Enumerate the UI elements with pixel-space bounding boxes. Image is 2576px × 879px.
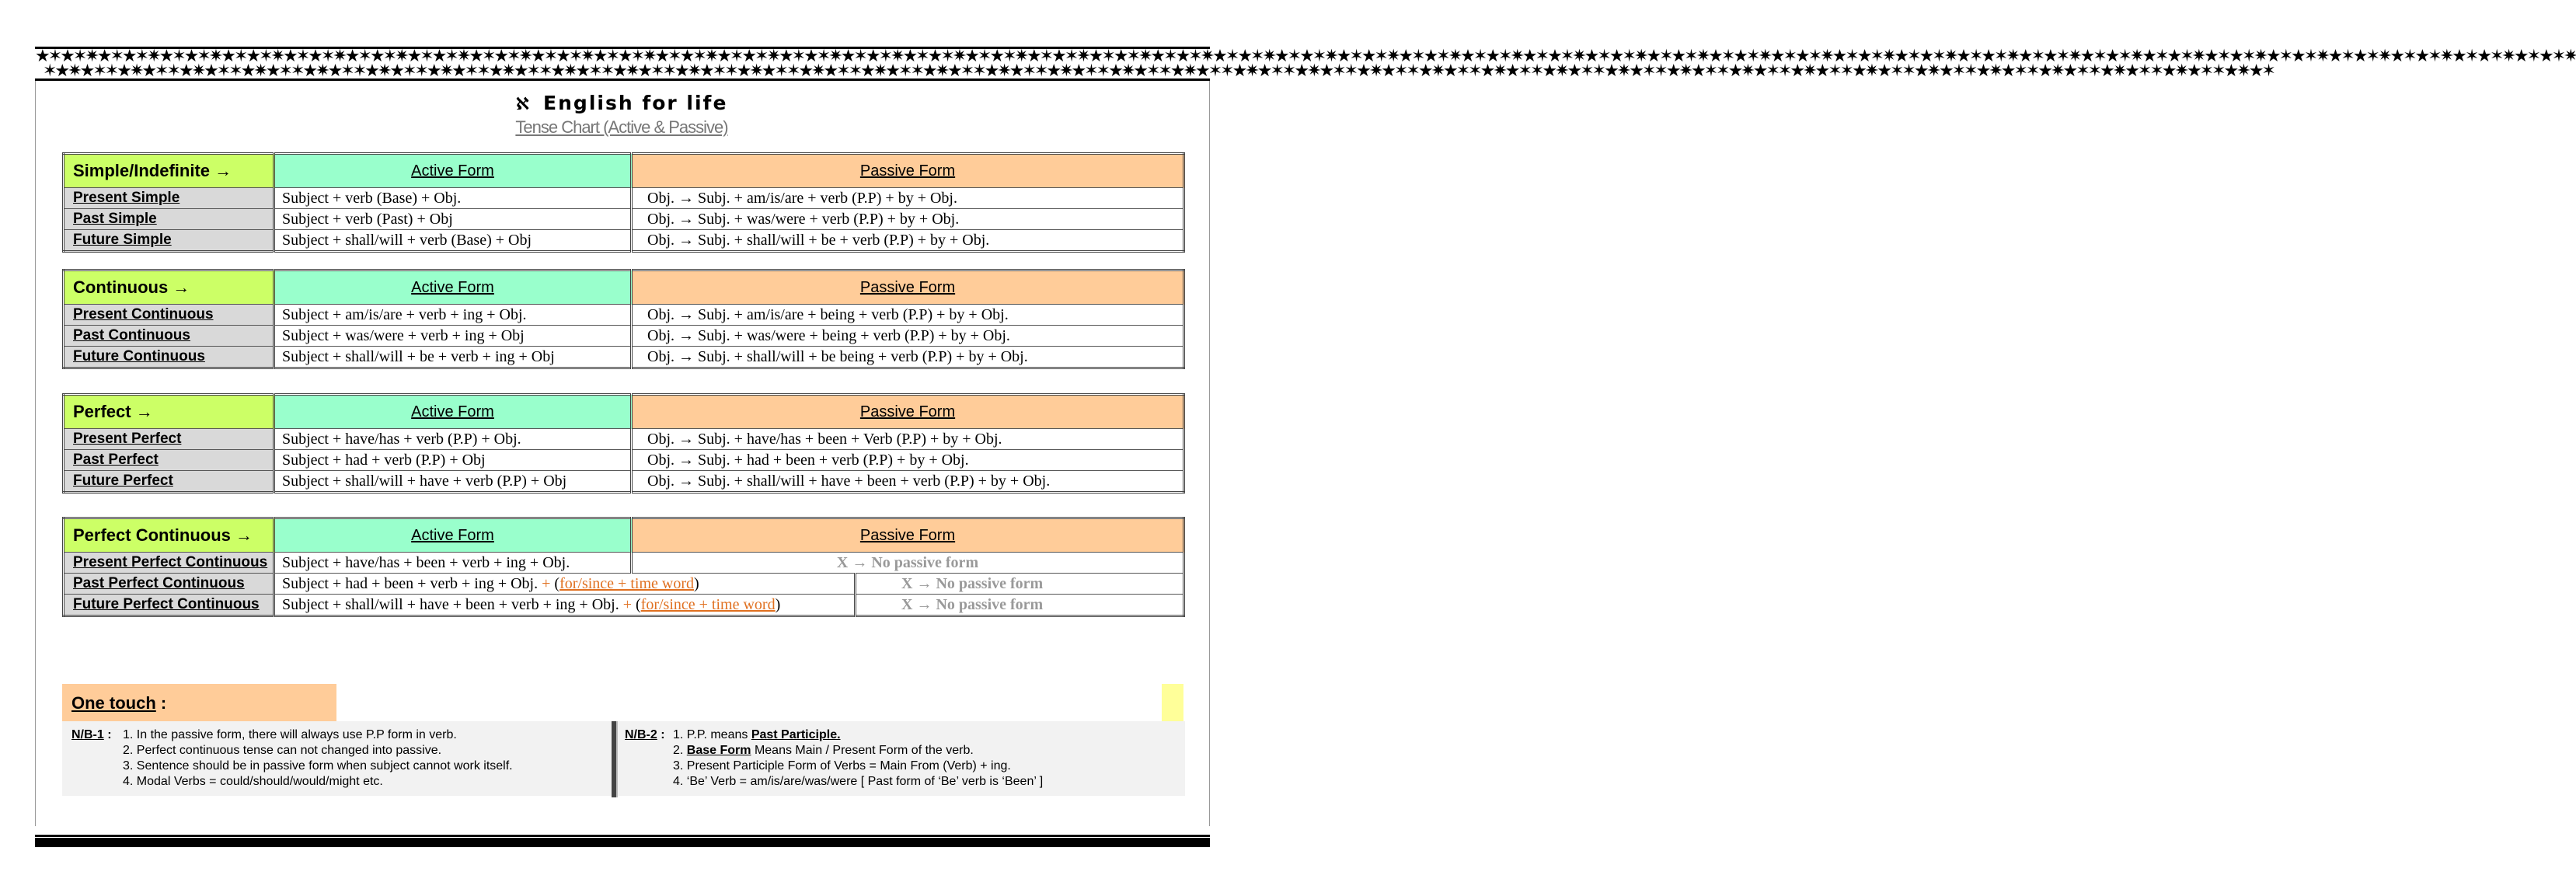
one-touch-colon: : (160, 693, 167, 713)
passive-formula: Obj. → Subj. + am/is/are + being + verb (P.P) + by + Obj. (632, 305, 1184, 326)
tense-table-perfect (62, 393, 1185, 494)
note-text: Means Main / Present Form of the verb. (751, 744, 974, 757)
active-formula: Subject + shall/will + be + verb + ing + Obj (274, 347, 632, 368)
tense-name: Future Perfect Continuous (64, 595, 274, 616)
note-label-text: N/B-2 (625, 728, 657, 741)
page-header (0, 92, 1243, 138)
no-passive-form: X → No passive form (856, 595, 1184, 616)
passive-form-header: Passive Form (632, 270, 1184, 305)
note-emphasis: Base Form (686, 744, 751, 757)
star-border-row: ★✶★✶✷★✶★✶✷★✶★✶✷★✶★✶✷★✶★✶✷★✶★✶✷★✶★✶✷★✶★✶✷★✶★✶✷★✶★✶✷★✶★✶✷★✶★✶✷★✶★✶✷★✶★✶✷★✶★✶✷★✶★✶✷★✶★✶✷★✶★✶✷★✶★✶✷★✶★✶✷★✶★✶✷★✶★✶✷★✶★✶✷★✶★✶✷★✶★✶✷★✶★✶✷★✶★✶✷★✶★✶✷★✶★✶✷★✶★✶✷★✶★✶✷★✶★✶✷★✶★✶✷★✶★✶✷★✶★✶✷★✶★✶✷★✶★✶✷★✶★✶✷★✶★✶✷★✶★✶✷★✶★✶✷ (35, 47, 2576, 66)
passive-formula: Obj. → Subj. + was/were + being + verb (P.P) + by + Obj. (632, 326, 1184, 347)
no-passive-form: X → No passive form (856, 574, 1184, 595)
table-header-row (64, 395, 1184, 429)
active-formula: Subject + shall/will + verb (Base) + Obj (274, 230, 632, 252)
category-label: Perfect → (64, 395, 274, 429)
note-text: 3. Present Participle Form of Verbs = Main From (Verb) + ing. (673, 759, 1011, 773)
table-header-row (64, 518, 1184, 553)
table-row (64, 553, 1184, 574)
yellow-marker (1162, 684, 1183, 721)
list-item: 2. Perfect continuous tense can not changed into passive. (123, 744, 442, 757)
note-text: 4. ‘Be’ Verb = am/is/are/was/were [ Past form of ‘Be’ verb is ‘Been’ ] (673, 775, 1044, 788)
title-text: English for life (543, 92, 728, 114)
active-form-header: Active Form (274, 154, 632, 188)
table-row (64, 326, 1184, 347)
tense-name: Future Continuous (64, 347, 274, 368)
table-row (64, 574, 1184, 595)
note-label-colon: : (107, 728, 112, 741)
passive-form-header: Passive Form (632, 395, 1184, 429)
list-item: 3. Sentence should be in passive form when subject cannot work itself. (123, 759, 513, 773)
tense-name: Present Continuous (64, 305, 274, 326)
list-item: 1. In the passive form, there will always use P.P form in verb. (123, 728, 457, 741)
active-formula: Subject + have/has + verb (P.P) + Obj. (274, 429, 632, 450)
passive-form-header: Passive Form (632, 518, 1184, 553)
active-formula: Subject + was/were + verb + ing + Obj (274, 326, 632, 347)
note-label-text: N/B-1 (71, 728, 104, 741)
tense-name: Past Perfect (64, 450, 274, 471)
active-form-header: Active Form (274, 270, 632, 305)
tense-name: Future Simple (64, 230, 274, 252)
note-label (625, 727, 665, 743)
table-row (64, 188, 1184, 209)
tense-name: Present Perfect Continuous (64, 553, 274, 574)
passive-formula: Obj. → Subj. + shall/will + have + been + verb (P.P) + by + Obj. (632, 471, 1184, 493)
note-label (71, 727, 112, 743)
passive-form-header: Passive Form (632, 154, 1184, 188)
time-word-hint: for/since + time word (640, 595, 776, 613)
list-item: 4. Modal Verbs = could/should/would/might etc. (123, 775, 383, 788)
paren-close: ) (693, 574, 699, 592)
active-form-header: Active Form (274, 518, 632, 553)
note-text: 2. (673, 744, 687, 757)
active-formula: Subject + had + been + verb + ing + Obj. (282, 574, 539, 592)
table-row (64, 471, 1184, 493)
active-formula: Subject + shall/will + have + verb (P.P) + Obj (274, 471, 632, 493)
tense-table-continuous (62, 269, 1185, 369)
tense-name: Past Simple (64, 209, 274, 230)
active-formula: Subject + verb (Base) + Obj. (274, 188, 632, 209)
passive-formula: Obj. → Subj. + had + been + verb (P.P) + by + Obj. (632, 450, 1184, 471)
list-item (673, 759, 1043, 774)
paren-open: ( (636, 595, 641, 613)
tense-name: Past Continuous (64, 326, 274, 347)
active-formula-cell (274, 574, 856, 595)
category-label: Perfect Continuous → (64, 518, 274, 553)
list-item (673, 743, 1043, 759)
paren-open: ( (554, 574, 560, 592)
table-row (64, 347, 1184, 368)
category-label: Continuous → (64, 270, 274, 305)
page-title (0, 92, 1243, 114)
bottom-border (35, 835, 1210, 847)
table-row (64, 209, 1184, 230)
no-passive-form: X → No passive form (632, 553, 1184, 574)
tense-name: Future Perfect (64, 471, 274, 493)
active-formula: Subject + am/is/are + verb + ing + Obj. (274, 305, 632, 326)
page-subtitle: Tense Chart (Active & Passive) (515, 117, 728, 137)
note-nb1 (71, 727, 513, 790)
list-item (673, 774, 1043, 790)
passive-formula: Obj. → Subj. + shall/will + be + verb (P.P) + by + Obj. (632, 230, 1184, 252)
star-border-row: ✶★✷★✶✶★✷★✶✶★✷★✶✶★✷★✶✶★✷★✶✶★✷★✶✶★✷★✶✶★✷★✶✶★✷★✶✶★✷★✶✶★✷★✶✶★✷★✶✶★✷★✶✶★✷★✶✶★✷★✶✶★✷★✶✶★✷★✶✶★✷★✶✶★✷★✶✶★✷★✶✶★✷★✶✶★✷★✶✶★✷★✶✶★✷★✶✶★✷★✶✶★✷★✶✶★✷★✶✶★✷★✶✶★✷★✶✶★✷★✶✶★✷★✶✶★✷★✶✶★✷★✶✶★✷★✶✶★✷★✶✶★✷★✶ (43, 61, 2274, 81)
table-row (64, 595, 1184, 616)
plus-sign: + (622, 595, 632, 613)
active-formula: Subject + had + verb (P.P) + Obj (274, 450, 632, 471)
paren-close: ) (775, 595, 781, 613)
one-touch-heading (62, 684, 336, 721)
passive-formula: Obj. → Subj. + shall/will + be being + verb (P.P) + by + Obj. (632, 347, 1184, 368)
note-emphasis: Past Participle. (751, 728, 841, 741)
notes-divider (612, 721, 618, 797)
list-item (673, 727, 1043, 743)
note-text: 1. P.P. means (673, 728, 751, 741)
table-header-row (64, 154, 1184, 188)
active-formula-cell (274, 595, 856, 616)
passive-formula: Obj. → Subj. + have/has + been + Verb (P.P) + by + Obj. (632, 429, 1184, 450)
active-formula: Subject + have/has + been + verb + ing + Obj. (274, 553, 632, 574)
active-formula: Subject + shall/will + have + been + verb + ing + Obj. (282, 595, 619, 613)
table-header-row (64, 270, 1184, 305)
tense-name: Present Perfect (64, 429, 274, 450)
category-label: Simple/Indefinite → (64, 154, 274, 188)
star-border-top (35, 47, 2576, 81)
note-list (123, 727, 513, 790)
tense-name: Past Perfect Continuous (64, 574, 274, 595)
table-row (64, 305, 1184, 326)
active-form-header: Active Form (274, 395, 632, 429)
table-row (64, 450, 1184, 471)
one-touch-label: One touch (71, 693, 156, 713)
tense-table-perfect-continuous (62, 517, 1185, 617)
note-nb2 (625, 727, 1043, 790)
plus-sign: + (542, 574, 551, 592)
active-formula: Subject + verb (Past) + Obj (274, 209, 632, 230)
table-row (64, 230, 1184, 252)
tense-table-simple (62, 152, 1185, 253)
alef-logo-icon: ℵ (515, 95, 532, 114)
tense-name: Present Simple (64, 188, 274, 209)
note-label-colon: : (661, 728, 665, 741)
passive-formula: Obj. → Subj. + am/is/are + verb (P.P) + by + Obj. (632, 188, 1184, 209)
table-row (64, 429, 1184, 450)
time-word-hint: for/since + time word (559, 574, 694, 592)
note-list (673, 727, 1043, 790)
passive-formula: Obj. → Subj. + was/were + verb (P.P) + by + Obj. (632, 209, 1184, 230)
